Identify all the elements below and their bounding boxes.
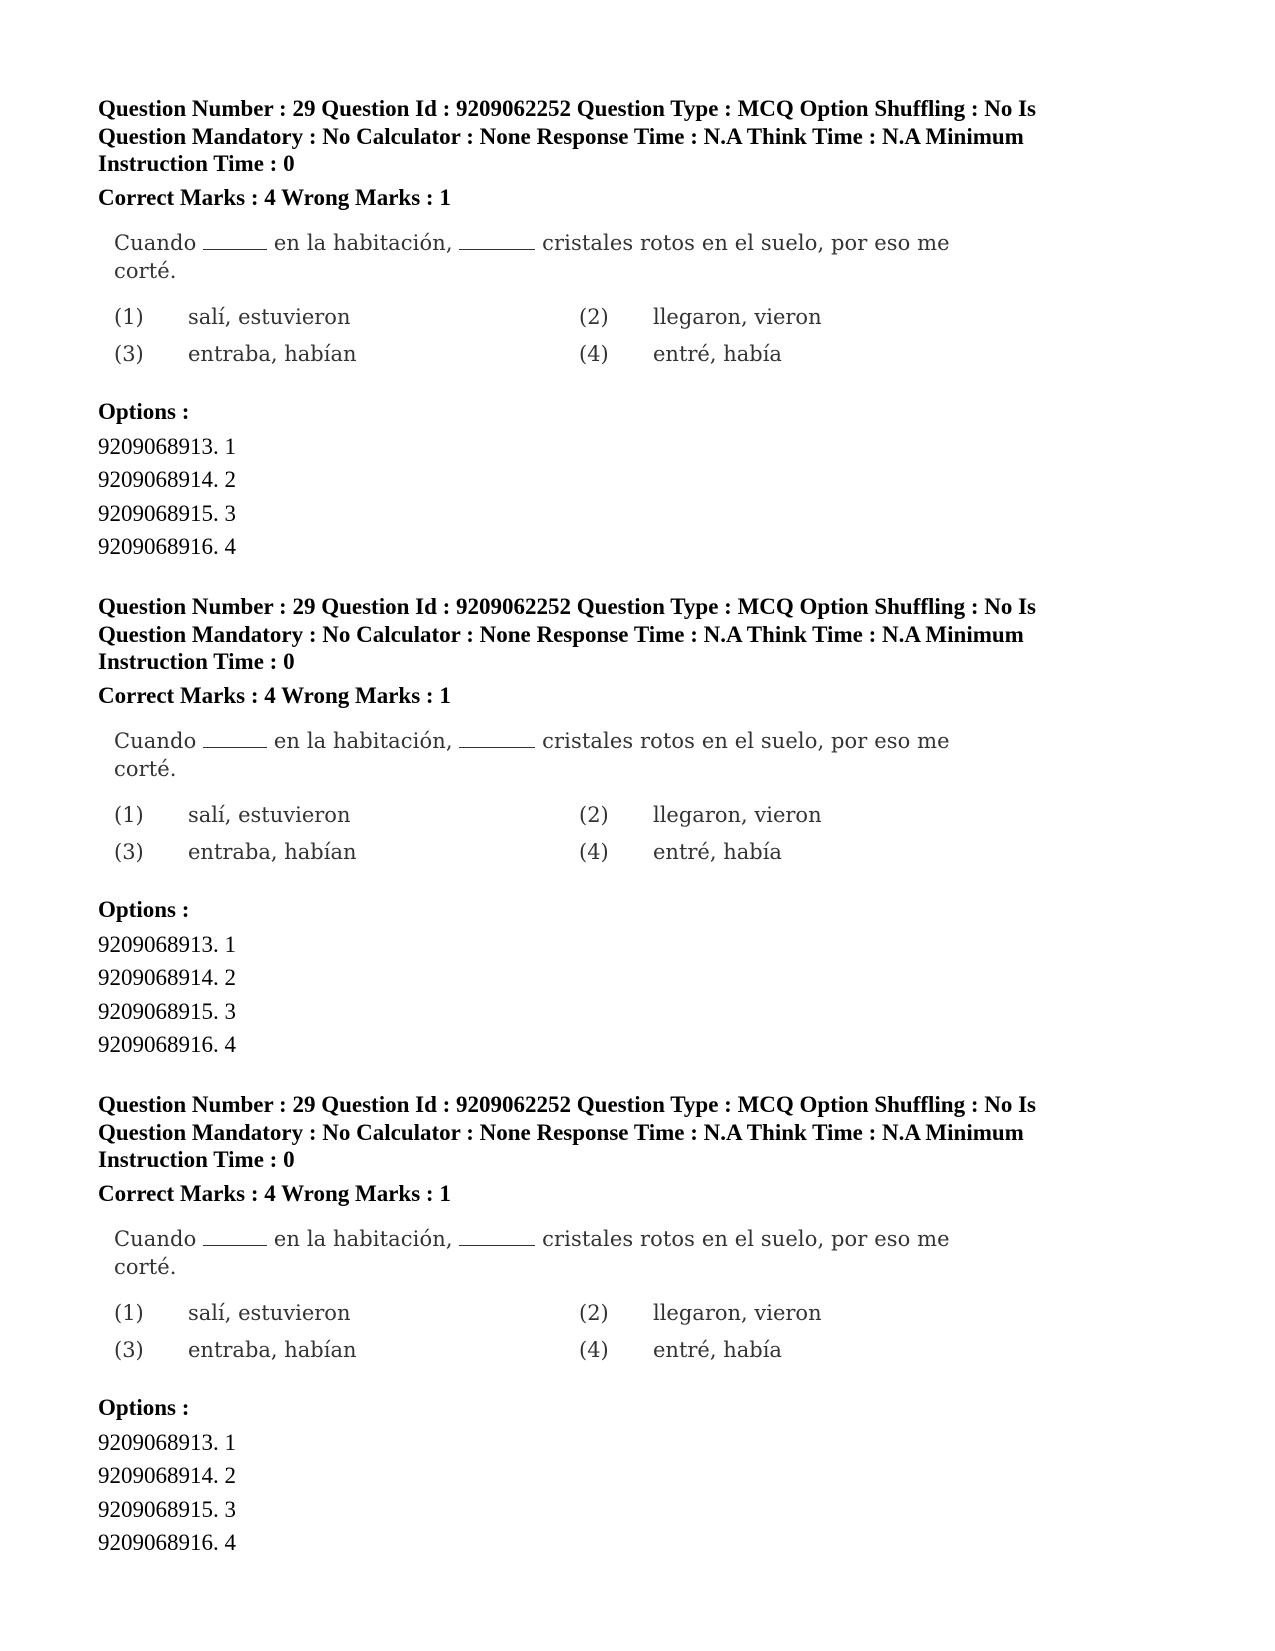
question-content: [114, 1225, 1014, 1364]
question-marks: Correct Marks : 4 Wrong Marks : 1: [98, 682, 451, 708]
options-label: Options :: [98, 1394, 190, 1420]
question-header: [98, 95, 1178, 178]
choice-number: (4): [579, 1337, 609, 1362]
choice-grid: [114, 801, 1014, 866]
choice-text: llegaron, vieron: [653, 1300, 822, 1325]
option-line: 9209068914. 2: [98, 467, 236, 492]
stem-text: Cuando: [114, 728, 204, 753]
stem-text: cristales rotos en el suelo, por eso me corté.: [114, 1226, 950, 1279]
stem-text: cristales rotos en el suelo, por eso me corté.: [114, 230, 950, 283]
choice-text: salí, estuvieron: [188, 1300, 351, 1325]
option-list: [98, 1426, 1178, 1560]
option-line: 9209068915. 3: [98, 500, 236, 526]
question-stem: [114, 1225, 1014, 1281]
question-header-line: Question Mandatory : No Calculator : None Response Time : N.A Think Time : N.A Minimum: [98, 621, 1024, 647]
choice-number: (3): [114, 839, 144, 864]
choice-item: [579, 801, 1014, 829]
question-marks: Correct Marks : 4 Wrong Marks : 1: [98, 1180, 451, 1206]
stem-blank: [203, 1225, 267, 1246]
option-line: 9209068916. 4: [98, 1032, 236, 1057]
question-header: [98, 1091, 1178, 1174]
question-block: [98, 593, 1178, 1062]
stem-blank: [459, 727, 535, 748]
choice-item: [579, 1299, 1014, 1327]
question-content: [114, 229, 1014, 368]
choice-text: entré, había: [653, 1337, 782, 1362]
option-line: 9209068913. 1: [98, 433, 236, 459]
choice-number: (2): [579, 802, 609, 827]
choice-grid: [114, 303, 1014, 368]
choice-item: [579, 340, 1014, 368]
stem-blank: [459, 229, 535, 250]
choice-item: [579, 838, 1014, 866]
choice-item: [114, 838, 579, 866]
choice-item: [579, 1336, 1014, 1364]
stem-blank: [203, 727, 267, 748]
stem-blank: [203, 229, 267, 250]
choice-text: entraba, habían: [188, 341, 357, 366]
stem-text: Cuando: [114, 1226, 204, 1251]
choice-grid: [114, 1299, 1014, 1364]
choice-number: (1): [114, 802, 144, 827]
stem-text: en la habitación,: [267, 1226, 460, 1251]
question-header: [98, 593, 1178, 676]
question-content: [114, 727, 1014, 866]
option-line: 9209068915. 3: [98, 998, 236, 1024]
choice-item: [114, 303, 579, 331]
stem-text: en la habitación,: [267, 230, 460, 255]
choice-text: llegaron, vieron: [653, 802, 822, 827]
choice-text: salí, estuvieron: [188, 304, 351, 329]
choice-number: (3): [114, 1337, 144, 1362]
option-list: [98, 430, 1178, 564]
option-line: 9209068914. 2: [98, 965, 236, 990]
choice-number: (2): [579, 1300, 609, 1325]
options-label: Options :: [98, 896, 190, 922]
choice-item: [114, 1336, 579, 1364]
choice-number: (1): [114, 1300, 144, 1325]
question-header-line: Question Mandatory : No Calculator : None Response Time : N.A Think Time : N.A Minimum: [98, 123, 1024, 149]
question-header-line: Question Number : 29 Question Id : 9209062252 Question Type : MCQ Option Shuffling : No Is: [98, 1092, 1037, 1117]
choice-text: llegaron, vieron: [653, 304, 822, 329]
question-block: [98, 1091, 1178, 1560]
option-line: 9209068916. 4: [98, 534, 236, 559]
choice-item: [114, 801, 579, 829]
choice-item: [114, 340, 579, 368]
choice-number: (4): [579, 341, 609, 366]
choice-item: [579, 303, 1014, 331]
question-block: [98, 95, 1178, 564]
question-stem: [114, 229, 1014, 285]
choice-text: entré, había: [653, 839, 782, 864]
question-header-line: Question Mandatory : No Calculator : None Response Time : N.A Think Time : N.A Minimum: [98, 1119, 1024, 1145]
question-header-line: Instruction Time : 0: [98, 151, 295, 176]
stem-blank: [459, 1225, 535, 1246]
choice-number: (1): [114, 304, 144, 329]
choice-number: (3): [114, 341, 144, 366]
question-header-line: Instruction Time : 0: [98, 649, 295, 674]
choice-text: entraba, habían: [188, 839, 357, 864]
choice-number: (4): [579, 839, 609, 864]
option-line: 9209068915. 3: [98, 1496, 236, 1522]
option-line: 9209068913. 1: [98, 1429, 236, 1455]
options-label: Options :: [98, 398, 190, 424]
choice-text: entraba, habían: [188, 1337, 357, 1362]
choice-text: salí, estuvieron: [188, 802, 351, 827]
choice-number: (2): [579, 304, 609, 329]
question-stem: [114, 727, 1014, 783]
question-header-line: Instruction Time : 0: [98, 1147, 295, 1172]
choice-text: entré, había: [653, 341, 782, 366]
question-marks: Correct Marks : 4 Wrong Marks : 1: [98, 184, 451, 210]
option-line: 9209068913. 1: [98, 931, 236, 957]
option-line: 9209068916. 4: [98, 1530, 236, 1555]
question-header-line: Question Number : 29 Question Id : 9209062252 Question Type : MCQ Option Shuffling : No Is: [98, 594, 1037, 619]
stem-text: cristales rotos en el suelo, por eso me corté.: [114, 728, 950, 781]
option-line: 9209068914. 2: [98, 1463, 236, 1488]
stem-text: en la habitación,: [267, 728, 460, 753]
question-header-line: Question Number : 29 Question Id : 9209062252 Question Type : MCQ Option Shuffling : No Is: [98, 96, 1037, 121]
choice-item: [114, 1299, 579, 1327]
stem-text: Cuando: [114, 230, 204, 255]
option-list: [98, 928, 1178, 1062]
